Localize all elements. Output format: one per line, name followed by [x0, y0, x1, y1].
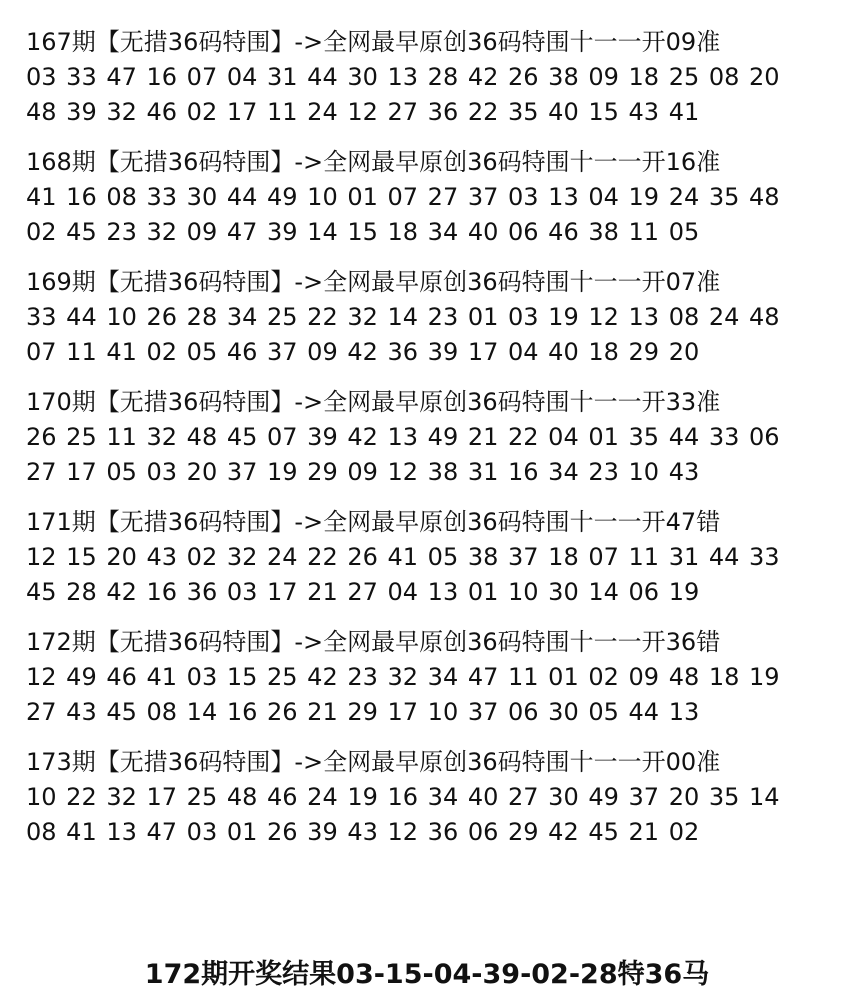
numbers-line-1: 03 33 47 16 07 04 31 44 30 13 28 42 26 38 09 18 25 08 20 — [26, 63, 780, 91]
record-169 — [26, 265, 826, 370]
numbers-line-1: 41 16 08 33 30 44 49 10 01 07 27 37 03 13 04 19 24 35 48 — [26, 183, 780, 211]
numbers-line-2: 07 11 41 02 05 46 37 09 42 36 39 17 04 40 18 29 20 — [26, 338, 700, 366]
numbers-line-1: 12 15 20 43 02 32 24 22 26 41 05 38 37 18 07 11 31 44 33 — [26, 543, 780, 571]
numbers-line-2: 27 43 45 08 14 16 26 21 29 17 10 37 06 30 05 44 13 — [26, 698, 700, 726]
record-header: 173期【无措36码特围】->全网最早原创36码特围十一一开00准 — [26, 748, 721, 776]
numbers-line-1: 10 22 32 17 25 48 46 24 19 16 34 40 27 30 49 37 20 35 14 — [26, 783, 780, 811]
numbers-line-1: 33 44 10 26 28 34 25 22 32 14 23 01 03 19 12 13 08 24 48 — [26, 303, 780, 331]
record-172 — [26, 625, 826, 730]
record-171 — [26, 505, 826, 610]
numbers-line-1: 26 25 11 32 48 45 07 39 42 13 49 21 22 04 01 35 44 33 06 — [26, 423, 780, 451]
numbers-line-1: 12 49 46 41 03 15 25 42 23 32 34 47 11 01 02 09 48 18 19 — [26, 663, 780, 691]
numbers-line-2: 48 39 32 46 02 17 11 24 12 27 36 22 35 40 15 43 41 — [26, 98, 700, 126]
numbers-line-2: 27 17 05 03 20 37 19 29 09 12 38 31 16 34 23 10 43 — [26, 458, 700, 486]
record-header: 170期【无措36码特围】->全网最早原创36码特围十一一开33准 — [26, 388, 721, 416]
record-header: 172期【无措36码特围】->全网最早原创36码特围十一一开36错 — [26, 628, 721, 656]
numbers-line-2: 02 45 23 32 09 47 39 14 15 18 34 40 06 46 38 11 05 — [26, 218, 700, 246]
record-170 — [26, 385, 826, 490]
record-167 — [26, 25, 826, 130]
numbers-line-2: 08 41 13 47 03 01 26 39 43 12 36 06 29 42 45 21 02 — [26, 818, 700, 846]
numbers-line-2: 45 28 42 16 36 03 17 21 27 04 13 01 10 30 14 06 19 — [26, 578, 700, 606]
draw-result-line: 172期开奖结果03-15-04-39-02-28特36马 — [144, 959, 710, 990]
record-header: 169期【无措36码特围】->全网最早原创36码特围十一一开07准 — [26, 268, 721, 296]
record-header: 167期【无措36码特围】->全网最早原创36码特围十一一开09准 — [26, 28, 721, 56]
record-173 — [26, 745, 826, 850]
record-header: 171期【无措36码特围】->全网最早原创36码特围十一一开47错 — [26, 508, 721, 536]
record-168 — [26, 145, 826, 250]
record-header: 168期【无措36码特围】->全网最早原创36码特围十一一开16准 — [26, 148, 721, 176]
